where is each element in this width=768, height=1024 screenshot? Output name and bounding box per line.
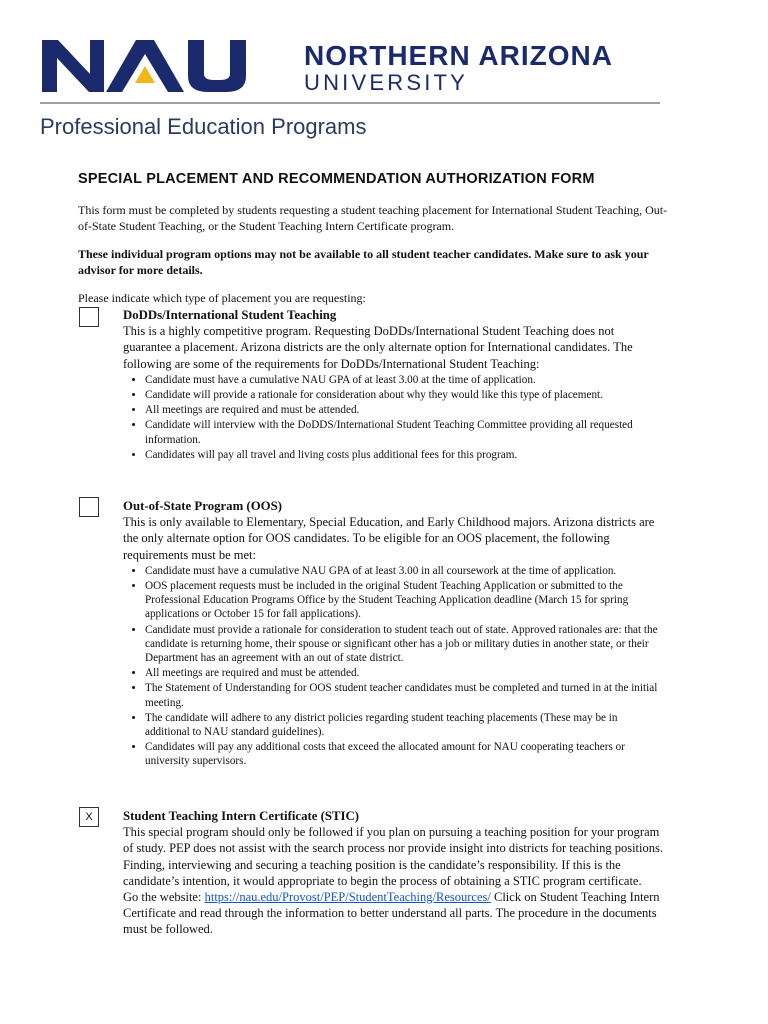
logo-line2: UNIVERSITY xyxy=(304,70,469,95)
form-title: SPECIAL PLACEMENT AND RECOMMENDATION AUTHORIZATION FORM xyxy=(78,171,595,187)
nau-logo-mark xyxy=(42,40,246,92)
form-notice: These individual program options may not be available to all student teacher candidates. Make sure to ask your advisor for more details. xyxy=(78,247,649,277)
logo-wordmark xyxy=(304,42,613,96)
section-out-of-state xyxy=(123,498,663,770)
list-item: • The Statement of Understanding for OOS student teacher candidates must be completed and turned in at the initial meeting. xyxy=(145,681,663,709)
section-description: This special program should only be followed if you plan on pursuing a teaching position for your program of study. PEP does not assist with the search process nor provide insight into districts for teaching positions. Finding, interviewing and securing a teaching position is the candidate’s responsibility. If this is the candidate’s intention, it would appropriate to begin the process of obtaining a STIC program certificate. xyxy=(123,825,663,888)
website-prefix: Go the website: xyxy=(123,890,205,905)
section-title: Out-of-State Program (OOS) xyxy=(123,499,282,513)
section-title: DoDDs/International Student Teaching xyxy=(123,308,337,322)
website-instructions xyxy=(123,889,663,938)
checkbox-out-of-state[interactable] xyxy=(79,497,99,517)
list-item: • Candidate will interview with the DoDDS/International Student Teaching Committee providing all requested information. xyxy=(145,418,663,446)
stic-resources-link[interactable]: https://nau.edu/Provost/PEP/StudentTeaching/Resources/ xyxy=(204,890,491,905)
list-item: • All meetings are required and must be attended. xyxy=(145,666,663,680)
form-prompt: Please indicate which type of placement you are requesting: xyxy=(78,291,366,305)
list-item: • OOS placement requests must be included in the original Student Teaching Application or submitted to the Professional Education Programs Office by the Student Teaching Application deadline (March 15 for spring applications or October 15 for fall applications). xyxy=(145,579,663,622)
list-item: • Candidate will provide a rationale for consideration about why they would like this type of placement. xyxy=(145,388,663,402)
requirements-list xyxy=(123,564,663,769)
list-item: • Candidates will pay any additional costs that exceed the allocated amount for NAU cooperating teachers or university supervisors. xyxy=(145,740,663,768)
list-item: • All meetings are required and must be attended. xyxy=(145,403,663,417)
section-title: Student Teaching Intern Certificate (STIC) xyxy=(123,809,360,823)
list-item: • Candidate must have a cumulative NAU GPA of at least 3.00 in all coursework at the time of application. xyxy=(145,564,663,578)
section-description: This is a highly competitive program. Requesting DoDDs/International Student Teaching does not guarantee a placement. Arizona districts are the only alternate option for International candidates. The following are some of the requirements for DoDDs/International Student Teaching: xyxy=(123,324,633,371)
checkbox-stic[interactable]: X xyxy=(79,807,99,827)
department-name: Professional Education Programs xyxy=(40,114,367,139)
nau-logo xyxy=(42,40,662,96)
list-item: • The candidate will adhere to any district policies regarding student teaching placements (These may be in additional to NAU standard guidelines). xyxy=(145,711,663,739)
website-suffix: Click on Student Teaching Intern Certificate and read through the information to better understand all parts. The procedure in the documents must be followed. xyxy=(123,890,660,937)
section-description: This is only available to Elementary, Special Education, and Early Childhood majors. Arizona districts are the only alternate option for OOS candidates. To be eligible for an OOS placement, the following requirements must be met: xyxy=(123,515,655,562)
logo-line1: NORTHERN ARIZONA xyxy=(304,40,613,71)
list-item: • Candidates will pay all travel and living costs plus additional fees for this program. xyxy=(145,448,663,462)
form-intro: This form must be completed by students requesting a student teaching placement for International Student Teaching, Out-of-State Student Teaching, or the Student Teaching Intern Certificate program. xyxy=(78,203,668,233)
section-dodds-international xyxy=(123,307,663,463)
requirements-list xyxy=(123,373,663,462)
section-stic xyxy=(123,808,663,938)
list-item: • Candidate must provide a rationale for consideration to student teach out of state. Approved rationales are: that the candidate is returning home, their spouse or significant other has a job or military duties in another state, or their Department has an agreement with an out of state district. xyxy=(145,623,663,666)
list-item: • Candidate must have a cumulative NAU GPA of at least 3.00 at the time of application. xyxy=(145,373,663,387)
checkbox-dodds-international[interactable] xyxy=(79,307,99,327)
header-divider xyxy=(40,102,660,104)
